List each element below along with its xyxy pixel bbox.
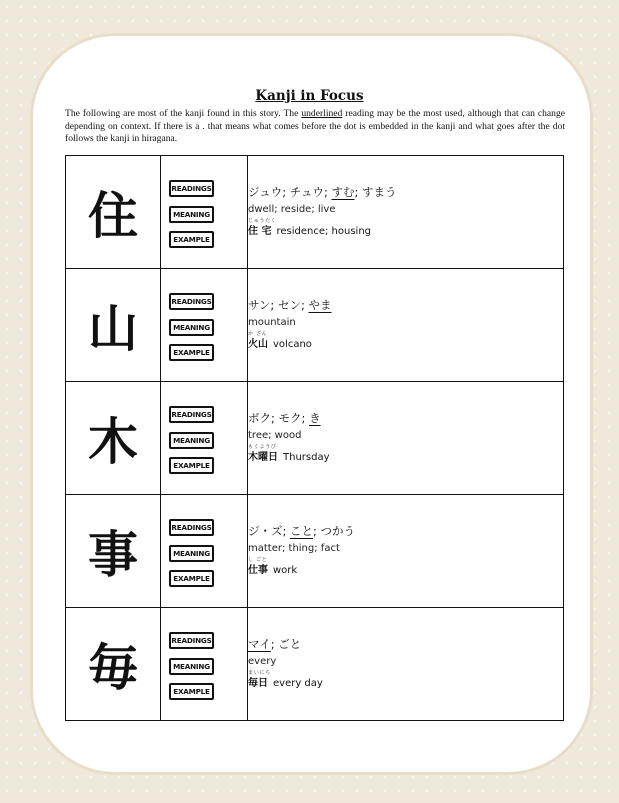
kanji-row <box>66 269 564 382</box>
meaning-text: dwell; reside; live <box>248 204 336 215</box>
kanji-character: 毎 <box>88 639 138 697</box>
example-text <box>248 677 563 691</box>
kanji-cell <box>66 495 161 608</box>
meaning-text: tree; wood <box>248 430 302 441</box>
primary-reading: すむ <box>331 185 355 199</box>
underlined-word: underlined <box>301 108 343 119</box>
example-text <box>248 338 563 352</box>
kanji-character: 山 <box>88 300 138 358</box>
meaning-tag: MEANING <box>169 545 214 562</box>
example-text <box>248 564 563 578</box>
meaning-tag: MEANING <box>169 658 214 675</box>
tag-cell <box>161 156 248 269</box>
example-meaning: work <box>273 565 298 576</box>
example-tag: EXAMPLE <box>169 231 214 248</box>
kanji-cell <box>66 382 161 495</box>
example-furigana: し ごと <box>248 557 268 563</box>
example-text <box>248 225 563 239</box>
meaning-tag: MEANING <box>169 206 214 223</box>
example-tag: EXAMPLE <box>169 344 214 361</box>
info-cell <box>248 495 564 608</box>
meaning-text: mountain <box>248 317 296 328</box>
example-furigana: まいにち <box>248 670 271 676</box>
kanji-row <box>66 495 564 608</box>
example-word: 火山 <box>248 339 268 350</box>
info-cell <box>248 156 564 269</box>
kanji-character: 事 <box>88 526 138 584</box>
meaning-tag: MEANING <box>169 432 214 449</box>
example-tag: EXAMPLE <box>169 570 214 587</box>
intro-paragraph: The following are most of the kanji found in this story. The underlined reading may be the most used, although that can change depending on context. If there is a . that means what comes before the dot is embedded in the kanji and what goes after the dot follows the kanji in hiragana. <box>65 108 565 144</box>
example-meaning: every day <box>273 678 323 689</box>
readings-text: ジュウ; チュウ; すむ; すまう <box>248 185 397 199</box>
readings-text: サン; セン; やま <box>248 298 332 312</box>
kanji-cell <box>66 156 161 269</box>
readings-tag: READINGS <box>169 519 214 536</box>
kanji-row <box>66 608 564 721</box>
tag-cell <box>161 495 248 608</box>
example-tag: EXAMPLE <box>169 457 214 474</box>
meaning-tag: MEANING <box>169 319 214 336</box>
primary-reading: き <box>309 411 321 425</box>
readings-tag: READINGS <box>169 632 214 649</box>
meaning-text: matter; thing; fact <box>248 543 340 554</box>
example-word: 住 宅 <box>248 226 272 237</box>
readings-tag: READINGS <box>169 406 214 423</box>
kanji-row <box>66 382 564 495</box>
example-word: 毎日 <box>248 678 268 689</box>
kanji-cell <box>66 608 161 721</box>
primary-reading: やま <box>308 298 332 312</box>
tag-cell <box>161 382 248 495</box>
readings-text: ジ・ズ; こと; つかう <box>248 524 356 538</box>
primary-reading: マイ <box>248 637 271 651</box>
example-furigana: もくようび <box>248 444 277 450</box>
tag-cell <box>161 269 248 382</box>
example-meaning: volcano <box>273 339 312 350</box>
readings-text: マイ; ごと <box>248 637 302 651</box>
info-cell <box>248 382 564 495</box>
kanji-row <box>66 156 564 269</box>
kanji-character: 住 <box>88 187 138 245</box>
info-cell <box>248 269 564 382</box>
tag-cell <box>161 608 248 721</box>
primary-reading: こと <box>290 524 314 538</box>
readings-tag: READINGS <box>169 180 214 197</box>
kanji-table <box>65 155 564 721</box>
example-word: 木曜日 <box>248 452 278 463</box>
meaning-text: every <box>248 656 277 667</box>
example-furigana: か ざん <box>248 331 268 337</box>
readings-tag: READINGS <box>169 293 214 310</box>
example-furigana: じゅうたく <box>248 218 277 224</box>
example-meaning: residence; housing <box>276 226 372 237</box>
info-cell <box>248 608 564 721</box>
page-title: Kanji in Focus <box>255 88 364 104</box>
readings-text: ボク; モク; き <box>248 411 321 425</box>
example-tag: EXAMPLE <box>169 683 214 700</box>
kanji-character: 木 <box>88 413 138 471</box>
kanji-cell <box>66 269 161 382</box>
example-word: 仕事 <box>248 565 268 576</box>
example-text <box>248 451 563 465</box>
example-meaning: Thursday <box>283 452 330 463</box>
